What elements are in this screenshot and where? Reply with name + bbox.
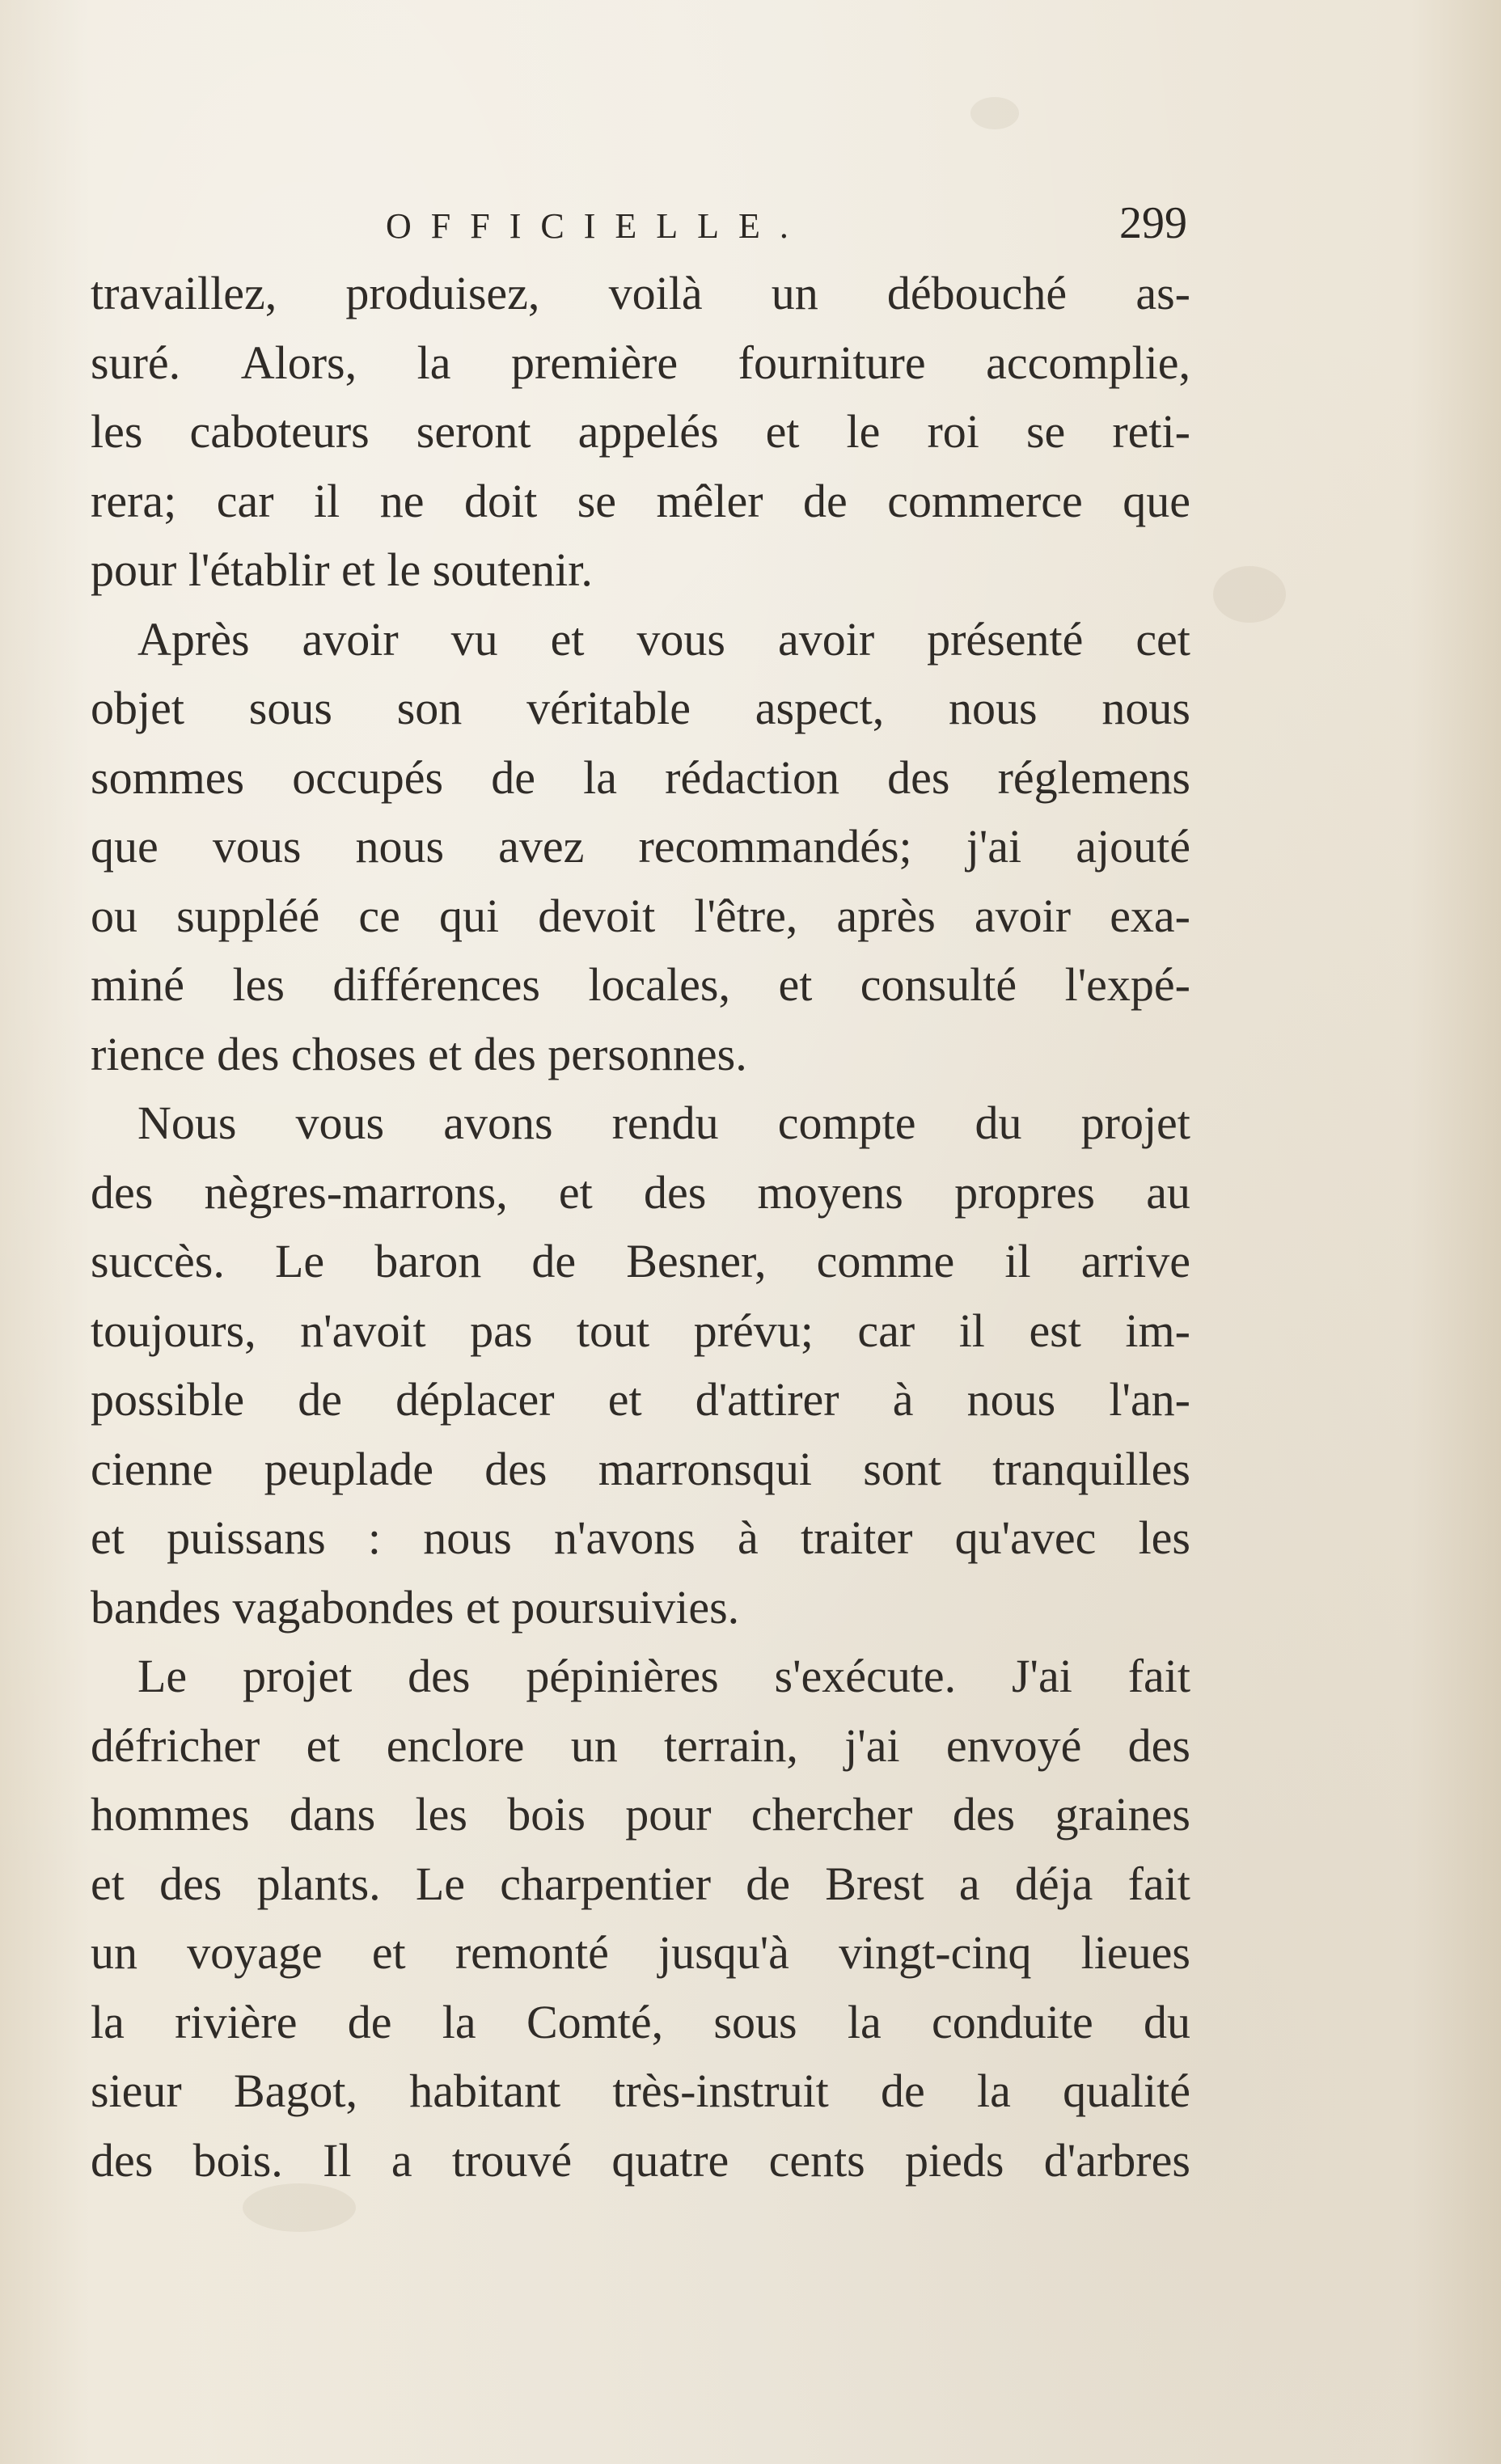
word: débouché [886, 267, 1068, 319]
text-line [91, 1227, 1190, 1296]
word: comme [816, 1235, 955, 1287]
word: vu [450, 612, 498, 666]
word: marronsqui [598, 1442, 812, 1495]
word: présenté [927, 612, 1084, 666]
word: l'expé- [1064, 958, 1190, 1011]
word: un [570, 1718, 618, 1772]
word: rédaction [665, 750, 839, 804]
text-line: pour l'établir et le soutenir. [91, 543, 593, 596]
word: travaillez, [91, 267, 277, 319]
word: est [1029, 1304, 1081, 1357]
text-line: rience des choses et des personnes. [91, 1027, 747, 1080]
word: son [396, 682, 463, 734]
word: seront [416, 405, 531, 458]
word: terrain, [664, 1718, 798, 1772]
word: propres [954, 1165, 1096, 1219]
word: des [887, 750, 950, 804]
word: bois. [192, 2133, 283, 2187]
word: j'ai [844, 1718, 900, 1772]
word: des [408, 1650, 471, 1702]
text-line [91, 1435, 1190, 1504]
word: fourniture [738, 336, 926, 389]
word: succès. [91, 1235, 225, 1287]
word: de [531, 1235, 577, 1287]
word: quatre [611, 2133, 729, 2187]
word: les [232, 958, 285, 1011]
word: pépinières [526, 1650, 719, 1702]
text-line [91, 397, 1190, 467]
text-line [91, 1988, 1190, 2057]
text-line [91, 1158, 1190, 1228]
word: remonté [455, 1926, 609, 1979]
word: cet [1135, 612, 1190, 666]
word: et [91, 1511, 125, 1564]
word: voyage [187, 1926, 323, 1979]
word: a [391, 2133, 412, 2187]
word: les [91, 405, 143, 458]
word: pas [470, 1304, 533, 1357]
text-line [91, 1365, 1190, 1435]
word: chercher [750, 1788, 913, 1841]
word: des [91, 2133, 154, 2187]
word: Brest [825, 1857, 924, 1910]
word: la [416, 336, 451, 389]
word: prévu; [693, 1304, 814, 1357]
word: possible [91, 1373, 245, 1426]
word: rivière [175, 1995, 298, 2048]
word: qui [439, 889, 500, 942]
word: hommes [91, 1788, 250, 1841]
word: j'ai [966, 820, 1022, 873]
word: et [371, 1926, 406, 1979]
word: sont [863, 1442, 941, 1495]
word: cents [768, 2133, 865, 2187]
word: et [91, 1857, 125, 1910]
word: avoir [974, 889, 1072, 942]
word: déja [1014, 1857, 1093, 1910]
word: et [306, 1718, 340, 1772]
word: tout [576, 1304, 650, 1357]
word: des [1127, 1718, 1190, 1772]
word: sieur [91, 2065, 182, 2117]
word: les [1138, 1511, 1190, 1564]
text-line [91, 1642, 1190, 1711]
word: la [583, 750, 618, 804]
word: du [975, 1097, 1022, 1149]
word: n'avons [554, 1511, 696, 1564]
word: l'an- [1109, 1373, 1190, 1426]
text-line [91, 743, 1190, 813]
text-line [91, 1088, 1190, 1158]
word: toujours, [91, 1304, 256, 1357]
word: qu'avec [954, 1511, 1097, 1564]
word: appelés [577, 405, 719, 458]
text-line [91, 1503, 1190, 1573]
word: à [892, 1373, 914, 1426]
word: conduite [931, 1995, 1093, 2048]
word: ne [379, 474, 425, 527]
text-line [91, 259, 1190, 328]
text-line [91, 812, 1190, 881]
word: des [952, 1788, 1016, 1841]
word: dans [289, 1788, 376, 1841]
word: vous [212, 820, 302, 873]
word: les [415, 1788, 467, 1841]
text-line [91, 605, 1190, 674]
word: Après [137, 612, 250, 666]
word: nous [355, 820, 445, 873]
word: avez [498, 820, 585, 873]
word: vingt-cinq [839, 1926, 1032, 1979]
word: recommandés; [638, 820, 912, 873]
word: vous [636, 612, 725, 666]
word: nous [966, 1373, 1056, 1426]
word: arrive [1080, 1235, 1190, 1287]
word: des [159, 1857, 222, 1910]
word: des [643, 1165, 707, 1219]
word: projet [243, 1650, 353, 1702]
word: occupés [292, 750, 444, 804]
word: exa- [1110, 889, 1190, 942]
word: Alors, [240, 336, 357, 389]
word: enclore [386, 1718, 525, 1772]
word: caboteurs [189, 405, 370, 458]
word: des [484, 1442, 548, 1495]
word: suré. [91, 336, 181, 389]
word: graines [1055, 1788, 1190, 1841]
word: réglemens [997, 750, 1190, 804]
word: la [91, 1995, 125, 2048]
word: cienne [91, 1442, 214, 1495]
word: aspect, [755, 682, 885, 734]
word: la [442, 1995, 476, 2048]
page-number: 299 [1119, 198, 1187, 248]
word: véritable [526, 682, 691, 734]
word: Il [323, 2133, 352, 2187]
word: miné [91, 958, 184, 1011]
text-line [91, 467, 1190, 536]
word: rendu [611, 1097, 719, 1149]
word: se [1025, 405, 1066, 458]
text-line [91, 950, 1190, 1020]
word: trouvé [451, 2133, 573, 2187]
word: le [846, 405, 881, 458]
word: après [836, 889, 936, 942]
word: de [347, 1995, 392, 2048]
word: la [977, 2065, 1011, 2117]
word: de [491, 750, 535, 804]
word: roi [927, 405, 979, 458]
word: traiter [800, 1511, 913, 1564]
word: charpentier [500, 1857, 712, 1910]
word: qualité [1063, 2065, 1190, 2117]
word: sous [248, 682, 332, 734]
text-line [91, 1296, 1190, 1366]
word: lieues [1080, 1926, 1190, 1979]
word: que [1123, 474, 1190, 527]
word: nous [949, 682, 1038, 734]
word: au [1146, 1165, 1190, 1219]
word: que [91, 820, 159, 873]
text-line [91, 328, 1190, 398]
word: tranquilles [992, 1442, 1190, 1495]
word: sommes [91, 750, 245, 804]
text-line [91, 1918, 1190, 1988]
word: il [958, 1304, 985, 1357]
word: différences [332, 958, 540, 1011]
word: nous [1101, 682, 1190, 734]
word: des [91, 1165, 154, 1219]
word: nous [423, 1511, 512, 1564]
text-line [91, 1849, 1190, 1919]
word: peuplade [264, 1442, 433, 1495]
word: avoir [777, 612, 875, 666]
word: d'attirer [695, 1373, 839, 1426]
word: Le [415, 1857, 466, 1910]
word: n'avoit [300, 1304, 426, 1357]
text-line: bandes vagabondes et poursuivies. [91, 1580, 740, 1634]
word: habitant [409, 2065, 561, 2117]
word: im- [1125, 1304, 1190, 1357]
word: un [771, 267, 818, 319]
text-line [91, 2056, 1190, 2126]
word: du [1143, 1995, 1190, 2048]
word: baron [374, 1235, 482, 1287]
word: un [91, 1926, 137, 1979]
running-head: OFFICIELLE. [386, 206, 808, 246]
word: pieds [905, 2133, 1004, 2187]
word: fait [1127, 1857, 1190, 1910]
word: J'ai [1011, 1650, 1072, 1702]
word: consulté [860, 958, 1017, 1011]
page-header [91, 191, 1187, 256]
word: et [765, 405, 800, 458]
word: de [881, 2065, 925, 2117]
word: jusqu'à [658, 1926, 789, 1979]
word: sous [713, 1995, 797, 2048]
word: avons [443, 1097, 553, 1149]
text-line [91, 1711, 1190, 1781]
word: produisez, [345, 267, 540, 319]
word: de [746, 1857, 791, 1910]
word: bois [507, 1788, 586, 1841]
word: moyens [757, 1165, 903, 1219]
word: Bagot, [234, 2065, 358, 2117]
word: puissans [167, 1511, 326, 1564]
word: ce [358, 889, 400, 942]
word: ajouté [1076, 820, 1190, 873]
word: Le [137, 1650, 188, 1702]
text-line [91, 2126, 1190, 2196]
word: compte [777, 1097, 916, 1149]
word: objet [91, 682, 184, 734]
word: et [778, 958, 813, 1011]
word: nègres-marrons, [204, 1165, 508, 1219]
word: et [550, 612, 585, 666]
word: commerce [887, 474, 1083, 527]
word: reti- [1112, 405, 1190, 458]
word: voilà [608, 267, 703, 319]
word: d'arbres [1043, 2133, 1190, 2187]
word: fait [1127, 1650, 1190, 1702]
word: pour [625, 1788, 712, 1841]
word: as- [1135, 267, 1190, 319]
word: vous [295, 1097, 385, 1149]
word: Besner, [626, 1235, 767, 1287]
word: et [558, 1165, 593, 1219]
text-line [91, 881, 1190, 951]
word: devoit [538, 889, 656, 942]
word: s'exécute. [774, 1650, 957, 1702]
word: Le [274, 1235, 325, 1287]
word: de [298, 1373, 343, 1426]
word: et [607, 1373, 642, 1426]
word: car [857, 1304, 915, 1357]
word: l'être, [694, 889, 798, 942]
word: il [314, 474, 340, 527]
word: locales, [588, 958, 730, 1011]
word: accomplie, [986, 336, 1190, 389]
word: Comté, [526, 1995, 664, 2048]
word: première [511, 336, 679, 389]
word: de [803, 474, 848, 527]
word: très-instruit [612, 2065, 829, 2117]
word: doit [463, 474, 538, 527]
word: Nous [137, 1097, 237, 1149]
word: avoir [302, 612, 399, 666]
word: rera; [91, 474, 177, 527]
paper-stain [1213, 566, 1286, 623]
paper-stain [970, 97, 1019, 129]
word: à [738, 1511, 759, 1564]
word: déplacer [395, 1373, 555, 1426]
word: mêler [656, 474, 763, 527]
word: car [216, 474, 274, 527]
word: projet [1080, 1097, 1190, 1149]
word: a [958, 1857, 980, 1910]
word: : [367, 1511, 381, 1564]
text-line [91, 674, 1190, 743]
word: plants. [256, 1857, 381, 1910]
word: ou [91, 889, 137, 942]
word: envoyé [945, 1718, 1082, 1772]
word: il [1004, 1235, 1031, 1287]
word: suppléé [176, 889, 320, 942]
word: la [847, 1995, 882, 2048]
word: défricher [91, 1718, 260, 1772]
body-text [91, 259, 1190, 2195]
word: se [577, 474, 617, 527]
text-line [91, 1780, 1190, 1849]
